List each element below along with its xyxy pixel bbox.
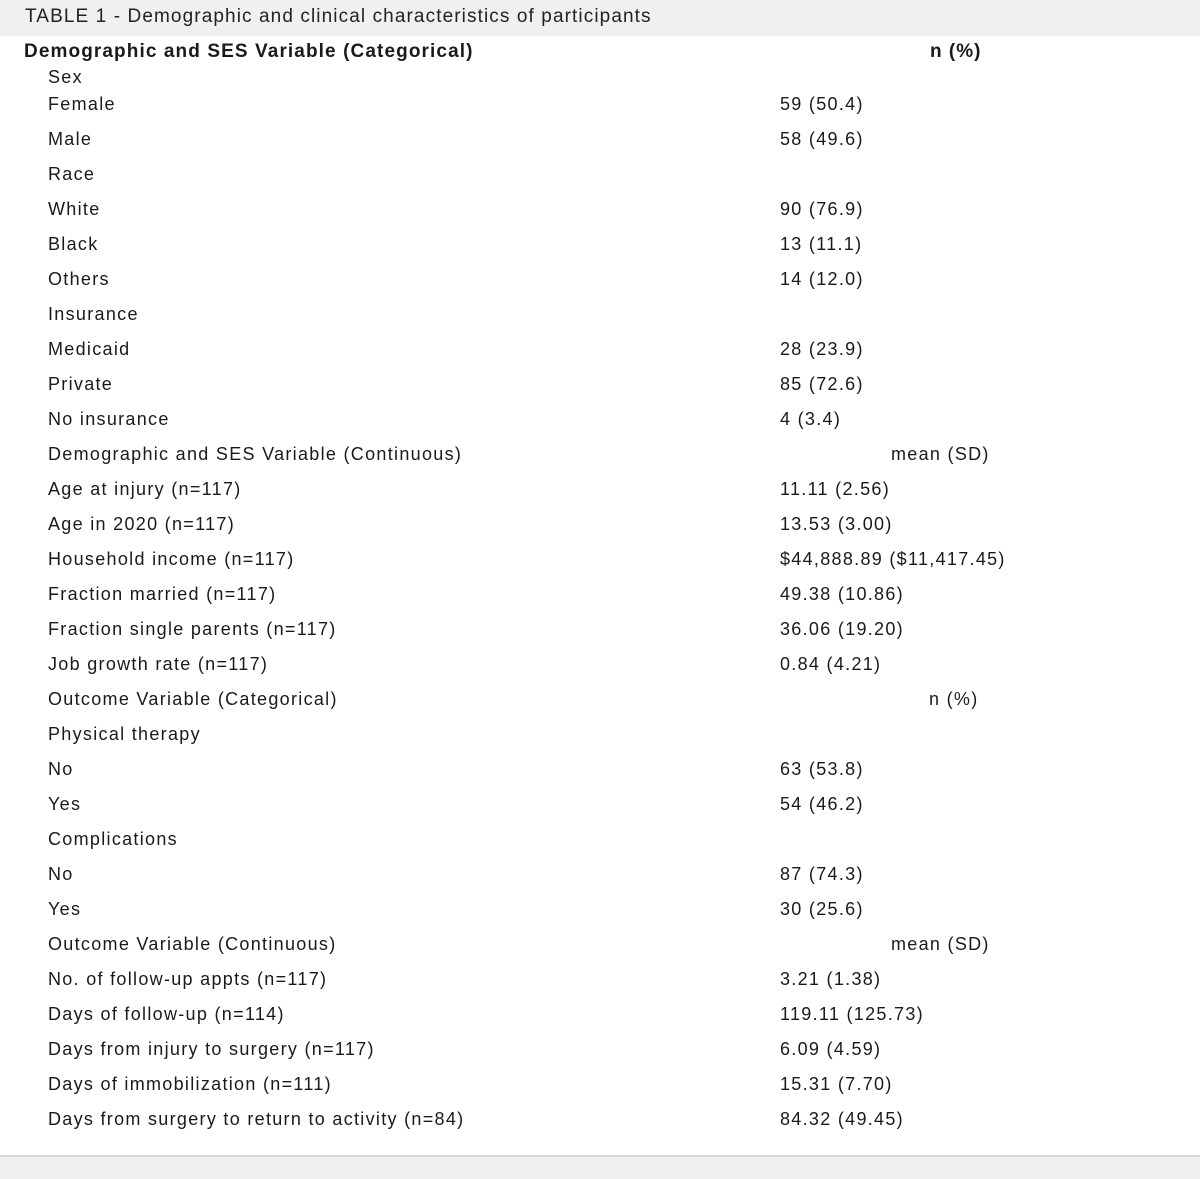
- row-value: 49.38 (10.86): [780, 584, 904, 604]
- section-subheader-row: [0, 440, 1200, 475]
- table-row: [0, 720, 1200, 755]
- table-caption-bar: [0, 0, 1200, 36]
- row-label: No: [48, 864, 74, 884]
- row-label: Sex: [48, 67, 83, 87]
- table-row: [0, 545, 1200, 580]
- row-label: Insurance: [48, 304, 139, 324]
- table-row: [0, 895, 1200, 930]
- row-label: Medicaid: [48, 339, 131, 359]
- table-row: [0, 755, 1200, 790]
- row-label: Demographic and SES Variable (Continuous): [48, 444, 463, 464]
- table-row: [0, 66, 1200, 90]
- table-footer-bar: [0, 1155, 1200, 1179]
- row-value: $44,888.89 ($11,417.45): [780, 549, 1006, 569]
- row-label: Race: [48, 164, 96, 184]
- row-label: Outcome Variable (Continuous): [48, 934, 337, 954]
- table-header-row: [0, 40, 1200, 68]
- row-value: 59 (50.4): [780, 94, 864, 114]
- row-value: 11.11 (2.56): [780, 479, 890, 499]
- row-label: Outcome Variable (Categorical): [48, 689, 338, 709]
- table-row: [0, 615, 1200, 650]
- row-label: Days from injury to surgery (n=117): [48, 1039, 375, 1059]
- row-value: n (%): [929, 689, 979, 709]
- row-value: mean (SD): [891, 934, 990, 954]
- row-label: Black: [48, 234, 99, 254]
- row-value: 58 (49.6): [780, 129, 864, 149]
- table-body: [0, 66, 1200, 1140]
- table-row: [0, 1000, 1200, 1035]
- table-row: [0, 860, 1200, 895]
- row-label: Age at injury (n=117): [48, 479, 242, 499]
- row-label: Age in 2020 (n=117): [48, 514, 235, 534]
- row-value: mean (SD): [891, 444, 990, 464]
- table-row: [0, 1105, 1200, 1140]
- row-label: Private: [48, 374, 114, 394]
- row-value: 13 (11.1): [780, 234, 863, 254]
- table-row: [0, 195, 1200, 230]
- table-row: [0, 580, 1200, 615]
- table-row: [0, 370, 1200, 405]
- row-value: 6.09 (4.59): [780, 1039, 882, 1059]
- row-label: Fraction single parents (n=117): [48, 619, 337, 639]
- row-value: 54 (46.2): [780, 794, 864, 814]
- table-caption: TABLE 1 - Demographic and clinical characteristics of participants: [25, 6, 652, 27]
- table-row: [0, 300, 1200, 335]
- table-row: [0, 265, 1200, 300]
- section-subheader-row: [0, 685, 1200, 720]
- table-row: [0, 160, 1200, 195]
- row-value: 28 (23.9): [780, 339, 864, 359]
- row-value: 4 (3.4): [780, 409, 842, 429]
- row-label: Complications: [48, 829, 178, 849]
- header-statistic: n (%): [930, 41, 982, 62]
- row-label: Yes: [48, 899, 82, 919]
- row-value: 14 (12.0): [780, 269, 864, 289]
- table-row: [0, 1070, 1200, 1105]
- row-label: Days of follow-up (n=114): [48, 1004, 285, 1024]
- row-label: Physical therapy: [48, 724, 201, 744]
- table-row: [0, 230, 1200, 265]
- row-label: Others: [48, 269, 110, 289]
- table-row: [0, 90, 1200, 125]
- row-value: 0.84 (4.21): [780, 654, 882, 674]
- row-label: No: [48, 759, 74, 779]
- row-label: No. of follow-up appts (n=117): [48, 969, 328, 989]
- row-value: 84.32 (49.45): [780, 1109, 904, 1129]
- row-label: Job growth rate (n=117): [48, 654, 269, 674]
- table-row: [0, 1035, 1200, 1070]
- table-row: [0, 510, 1200, 545]
- table-row: [0, 965, 1200, 1000]
- table-row: [0, 475, 1200, 510]
- row-label: Household income (n=117): [48, 549, 295, 569]
- row-label: Fraction married (n=117): [48, 584, 277, 604]
- row-label: Days from surgery to return to activity (n=84): [48, 1109, 465, 1129]
- row-value: 36.06 (19.20): [780, 619, 904, 639]
- row-value: 30 (25.6): [780, 899, 864, 919]
- row-value: 85 (72.6): [780, 374, 864, 394]
- row-label: Days of immobilization (n=111): [48, 1074, 332, 1094]
- section-subheader-row: [0, 930, 1200, 965]
- table-row: [0, 335, 1200, 370]
- row-value: 13.53 (3.00): [780, 514, 893, 534]
- table-row: [0, 825, 1200, 860]
- row-label: White: [48, 199, 101, 219]
- row-label: Yes: [48, 794, 82, 814]
- table-row: [0, 125, 1200, 160]
- header-variable: Demographic and SES Variable (Categorical): [24, 41, 474, 62]
- row-label: No insurance: [48, 409, 170, 429]
- table-row: [0, 650, 1200, 685]
- row-value: 15.31 (7.70): [780, 1074, 893, 1094]
- row-value: 119.11 (125.73): [780, 1004, 924, 1024]
- row-value: 87 (74.3): [780, 864, 864, 884]
- table-row: [0, 405, 1200, 440]
- row-value: 90 (76.9): [780, 199, 864, 219]
- table-row: [0, 790, 1200, 825]
- row-value: 63 (53.8): [780, 759, 864, 779]
- row-value: 3.21 (1.38): [780, 969, 882, 989]
- row-label: Female: [48, 94, 116, 114]
- row-label: Male: [48, 129, 93, 149]
